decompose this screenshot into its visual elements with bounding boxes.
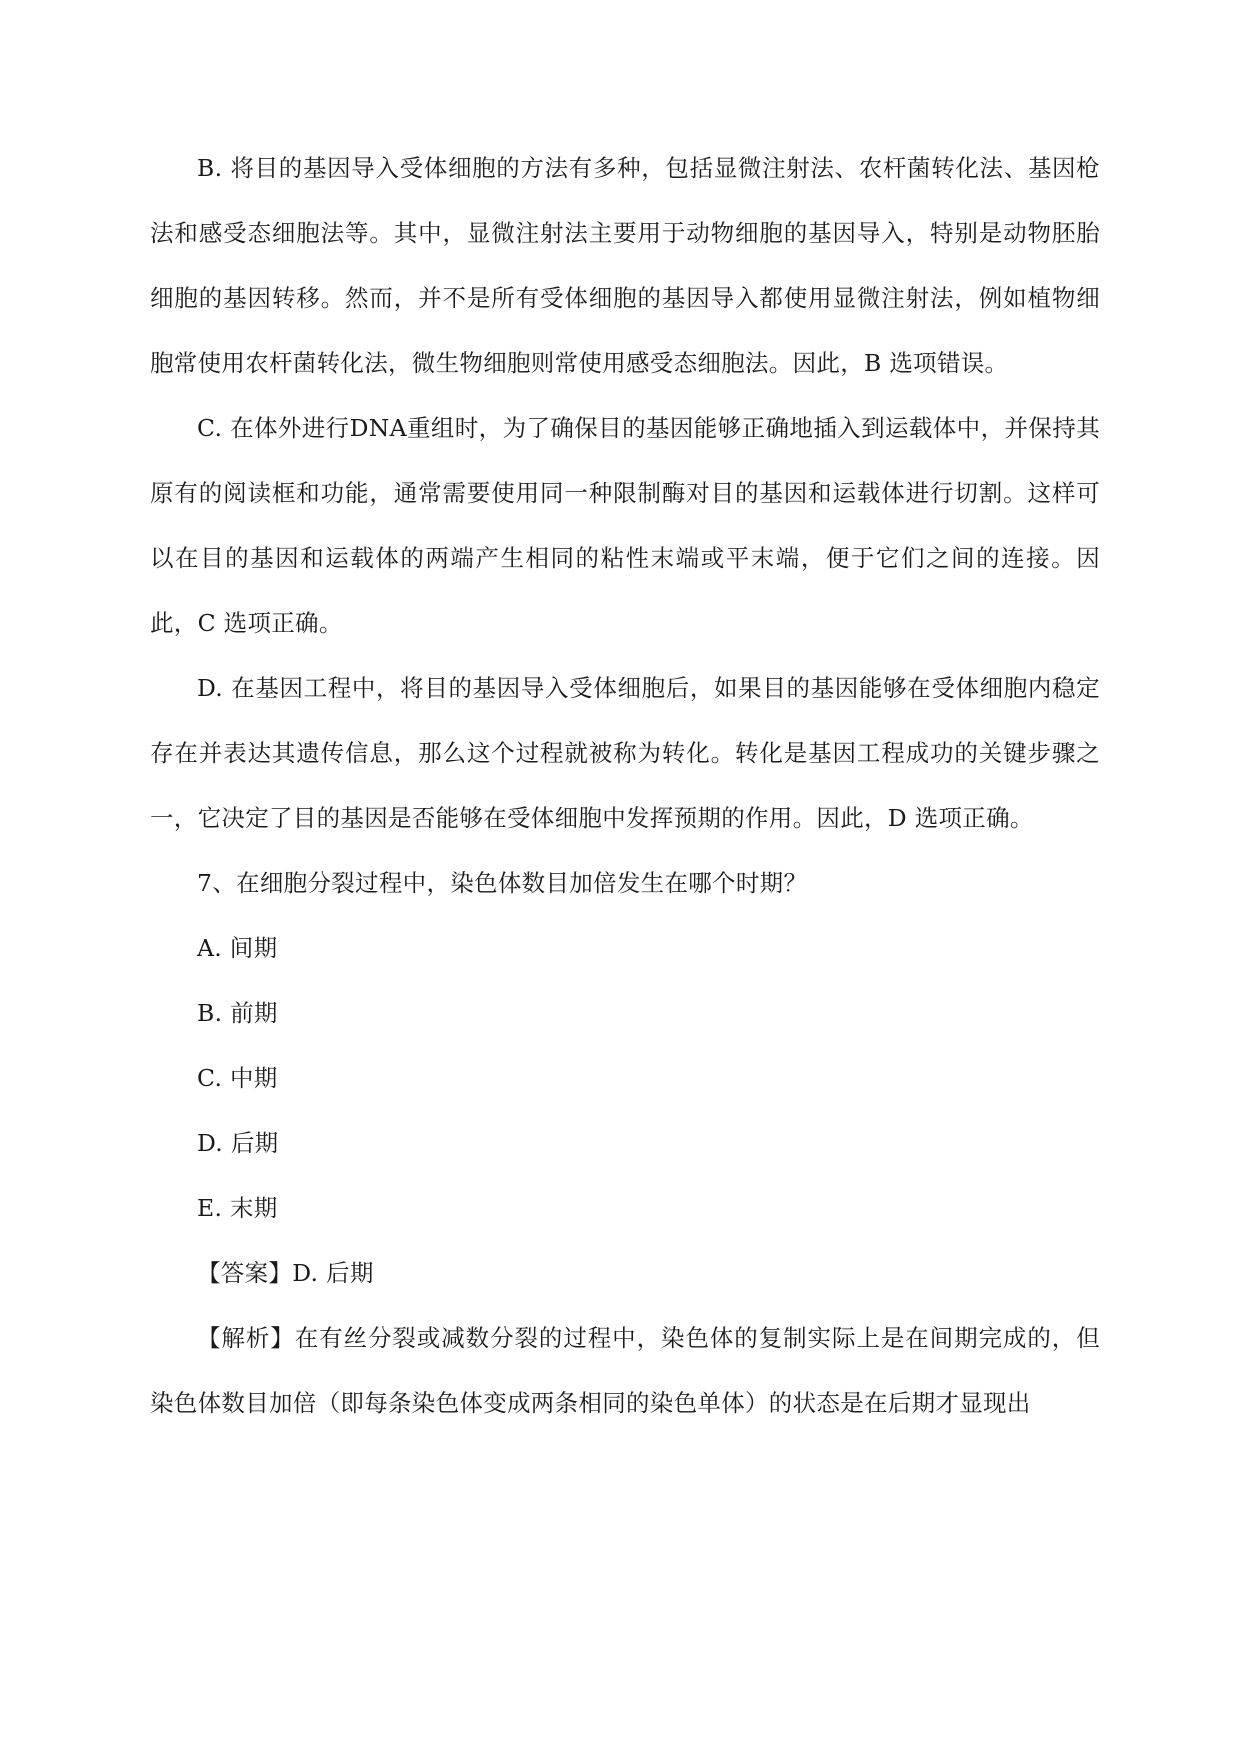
question-7-analysis: 【解析】在有丝分裂或减数分裂的过程中，染色体的复制实际上是在间期完成的，但染色体数目加倍（即每条染色体变成两条相同的染色单体）的状态是在后期才显现出 — [150, 1324, 1100, 1417]
question-7-option-a: A. 间期 — [197, 934, 278, 962]
paragraph-option-d-explanation: D. 在基因工程中，将目的基因导入受体细胞后，如果目的基因能够在受体细胞内稳定存在并表达其遗传信息，那么这个过程就被称为转化。转化是基因工程成功的关键步骤之一，它决定了目的基因是否能够在受体细胞中发挥预期的作用。因此，D 选项正确。 — [150, 674, 1100, 832]
question-7-option-e: E. 末期 — [197, 1194, 278, 1222]
question-7-option-c: C. 中期 — [197, 1064, 278, 1092]
paragraph-option-c-explanation: C. 在体外进行DNA重组时，为了确保目的基因能够正确地插入到运载体中，并保持其原有的阅读框和功能，通常需要使用同一种限制酶对目的基因和运载体进行切割。这样可以在目的基因和运载体的两端产生相同的粘性末端或平末端，便于它们之间的连接。因此，C 选项正确。 — [150, 414, 1100, 637]
document-page — [150, 136, 1100, 1436]
paragraph-option-b-explanation: B. 将目的基因导入受体细胞的方法有多种，包括显微注射法、农杆菌转化法、基因枪法和感受态细胞法等。其中，显微注射法主要用于动物细胞的基因导入，特别是动物胚胎细胞的基因转移。然而，并不是所有受体细胞的基因导入都使用显微注射法，例如植物细胞常使用农杆菌转化法，微生物细胞则常使用感受态细胞法。因此，B 选项错误。 — [150, 154, 1100, 377]
question-7-stem: 7、在细胞分裂过程中，染色体数目加倍发生在哪个时期？ — [197, 869, 808, 897]
question-7-answer: 【答案】D. 后期 — [197, 1259, 374, 1287]
question-7-option-b: B. 前期 — [197, 999, 278, 1027]
question-7-option-d: D. 后期 — [197, 1129, 279, 1157]
